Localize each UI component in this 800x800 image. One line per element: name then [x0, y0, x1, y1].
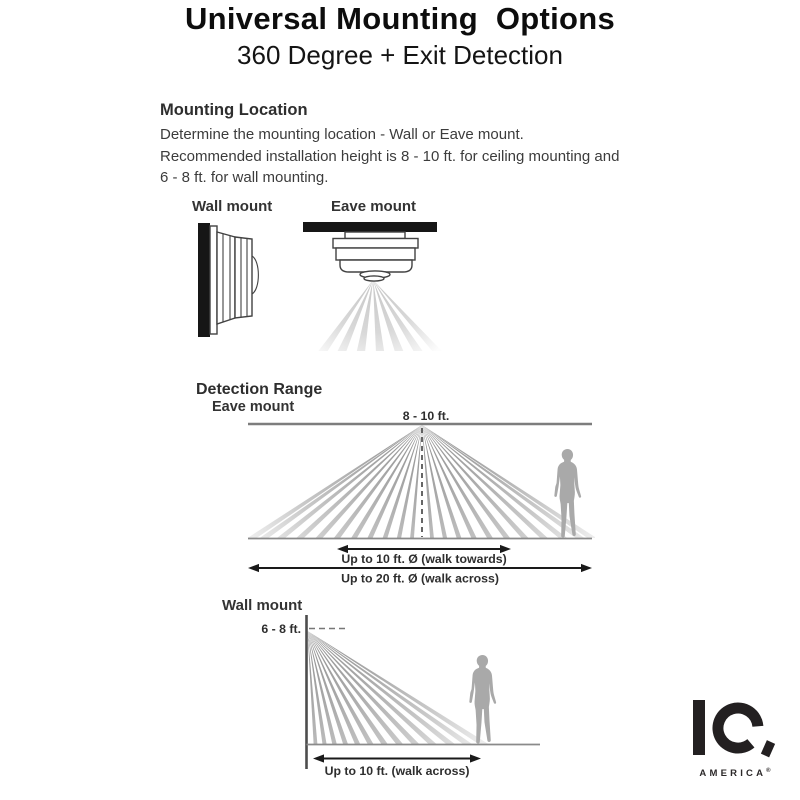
mounting-location-text	[160, 124, 619, 189]
ceiling-bar	[303, 222, 437, 232]
wall-beam-fan	[308, 631, 489, 744]
mounting-location-line-3: 6 - 8 ft. for wall mounting.	[160, 169, 329, 186]
page-title: Universal Mounting Options	[184, 1, 616, 36]
wall-mount-icon-label: Wall mount	[192, 198, 273, 215]
eave-height-label: 8 - 10 ft.	[402, 409, 450, 423]
wall-walk-across-label: Up to 10 ft. (walk across)	[324, 764, 470, 778]
eave-mount-sensor-icon	[300, 218, 445, 358]
walk-across-label: Up to 20 ft. Ø (walk across)	[341, 571, 499, 586]
mounting-location-heading: Mounting Location	[160, 101, 308, 119]
person-silhouette	[469, 655, 496, 743]
wall-detection-diagram	[240, 608, 600, 792]
wall-diagram-label: Wall mount	[222, 597, 303, 614]
wall-mount-sensor-icon	[196, 220, 286, 342]
wall-bar	[198, 223, 210, 337]
iq-america-logo	[685, 690, 785, 779]
iq-mark-icon	[685, 690, 785, 760]
lens-bulge	[252, 256, 258, 294]
eave-detection-diagram	[245, 405, 595, 595]
wall-height-label: 6 - 8 ft.	[261, 622, 301, 636]
logo-wordmark	[685, 768, 785, 779]
detection-range-heading: Detection Range	[196, 381, 323, 398]
walk-across-arrow	[313, 754, 481, 762]
logo-registered-mark: ®	[766, 768, 771, 774]
mounting-location-line-1: Determine the mounting location - Wall or Eave mount.	[160, 126, 524, 143]
logo-america-text: AMERICA	[699, 768, 767, 780]
eave-icon-beam-fan	[318, 280, 441, 351]
header	[0, 0, 800, 72]
page-subtitle: 360 Degree + Exit Detection	[237, 40, 563, 70]
eave-diagram-label: Eave mount	[212, 399, 295, 415]
mounting-location-line-2: Recommended installation height is 8 - 10 ft. for ceiling mounting and	[160, 147, 620, 165]
walk-towards-label: Up to 10 ft. Ø (walk towards)	[341, 552, 507, 566]
eave-mount-icon-label: Eave mount	[331, 198, 417, 215]
